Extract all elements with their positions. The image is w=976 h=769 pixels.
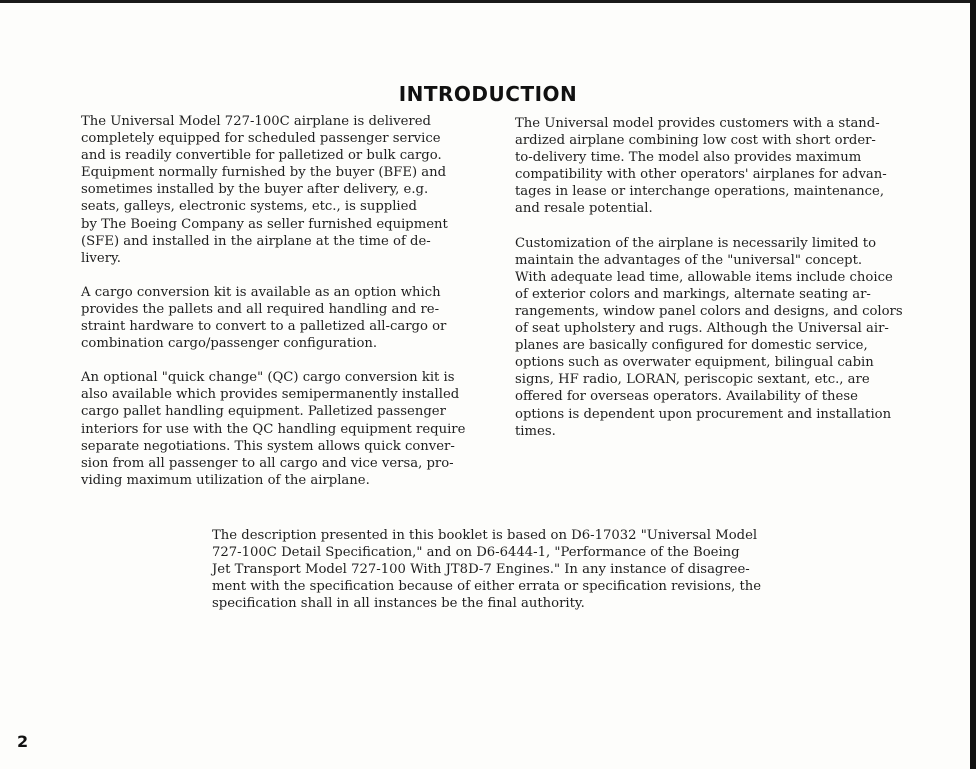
- page-number: 2: [17, 732, 29, 751]
- paragraph: A cargo conversion kit is available as an option which provides the pallets and all required handling and re- straint hardware to convert to a palletized all-cargo or combination cargo/passenger configuration.: [81, 284, 447, 352]
- left-column: [81, 113, 481, 506]
- paragraph: Customization of the airplane is necessarily limited to maintain the advantages of the "universal" concept. With adequate lead time, allowable items include choice of exterior colors and markings, alternate seating ar- rangements, window panel colors and designs, and colors of seat upholstery and rugs. Although the Universal air- planes are basically configured for domestic service, options such as overwater equipment, bilingual cabin signs, HF radio, LORAN, periscopic sextant, etc., are offered for overseas operators. Availability of these options is dependent upon procurement and installation times.: [515, 235, 903, 439]
- top-border-line: [0, 0, 976, 3]
- footnote: The description presented in this booklet is based on D6-17032 "Universal Model 727-100C Detail Specification," and on D6-6444-1, "Performance of the Boeing Jet Transport Model 727-100 With JT8D-7 Engines." In any instance of disagree- ment with the specification because of either errata or specification revisions, the specification shall in all instances be the final authority.: [212, 528, 762, 612]
- paragraph: The Universal model provides customers with a stand- ardized airplane combining low cost with short order- to-delivery time. The model also provides maximum compatibility with other operators' airplanes for advan- tages in lease or interchange operations, maintenance, and resale potential.: [515, 116, 887, 217]
- page-edge: [970, 0, 976, 769]
- paragraph: An optional "quick change" (QC) cargo conversion kit is also available which provides semipermanently installed cargo pallet handling equipment. Palletized passenger interiors for use with the QC handling equipment require separate negotiations. This system allows quick conver- sion from all passenger to all cargo and vice versa, pro- viding maximum utilization of the airplane.: [81, 370, 466, 488]
- right-column: [515, 115, 915, 457]
- paragraph: The Universal Model 727-100C airplane is delivered completely equipped for scheduled passenger service and is readily convertible for palletized or bulk cargo. Equipment normally furnished by the buyer (BFE) and sometimes installed by the buyer after delivery, e.g. seats, galleys, electronic systems, etc., is supplied by The Boeing Company as seller furnished equipment (SFE) and installed in the airplane at the time of de- livery.: [81, 114, 448, 266]
- page-title: INTRODUCTION: [398, 82, 578, 106]
